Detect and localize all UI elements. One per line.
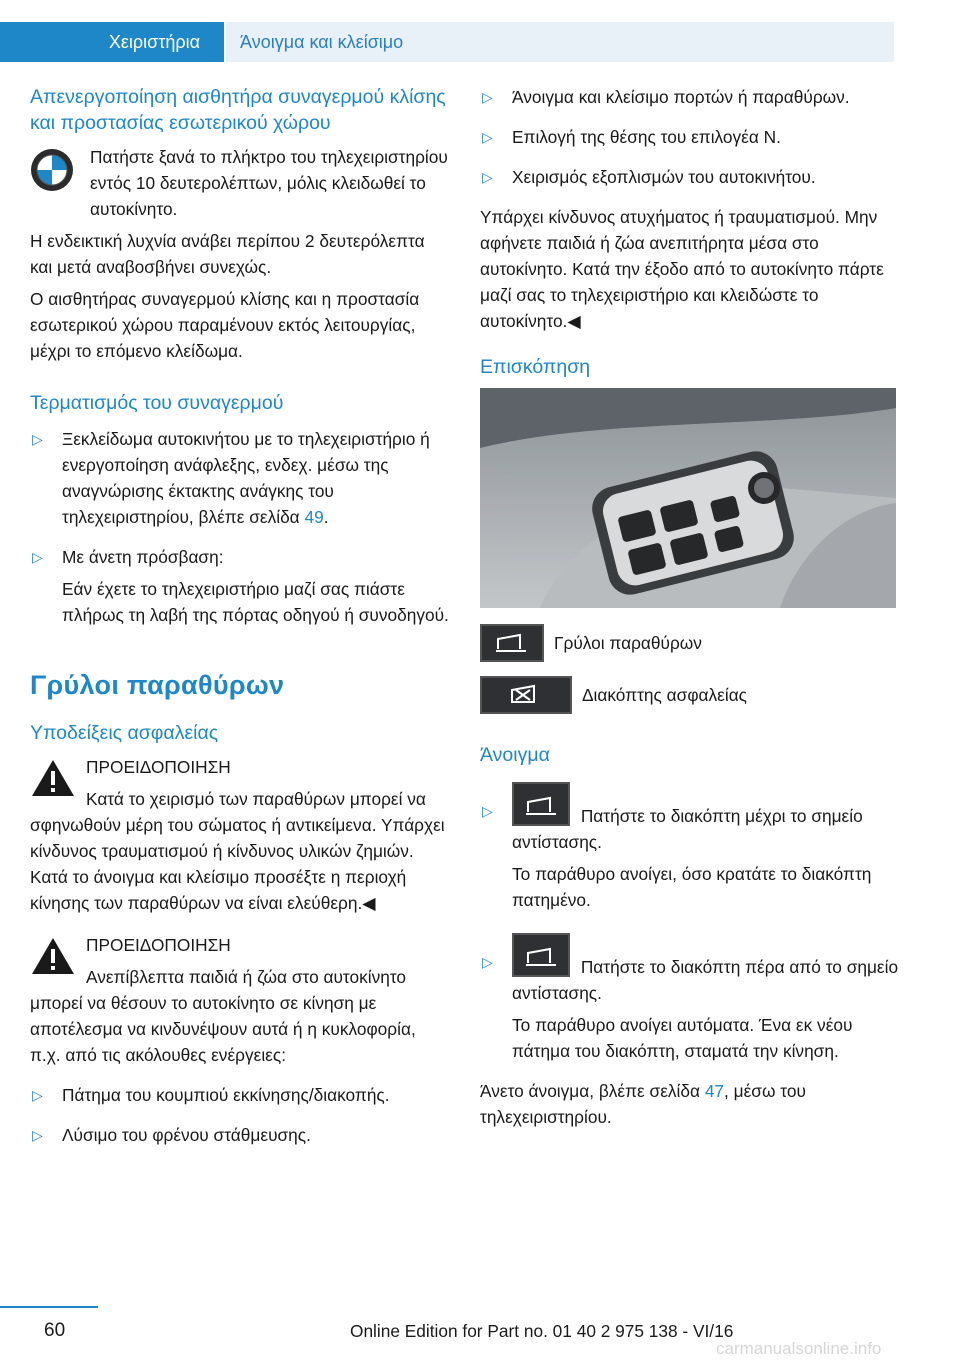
safety-switch-icon — [480, 676, 572, 714]
list-item-subtext: Το παράθυρο ανοίγει, όσο κρατάτε το διακόπτη πατημένο. — [512, 864, 872, 910]
heading-windows: Γρύλοι παραθύρων — [30, 670, 285, 700]
list-item-text: Πάτημα του κουμπιού εκκίνησης/διακοπής. — [62, 1085, 390, 1105]
window-switch-icon — [512, 782, 570, 826]
right-column: ▷ Άνοιγμα και κλείσιμο πορτών ή παραθύρων. ▷ Επιλογή της θέσης του επιλογέα N. ▷ Χειρισμός εξοπλισμών του αυτοκινήτου. Υπάρχει κίνδυνος ατυχήματος ή τραυματισμού. Μην αφήνετε παιδιά ή ζώα ανεπιτήρητα μέσα στο αυτοκίνητο. Κατά την έξοδο από το αυτοκίνητο πάρτε μαζί σας το τηλεχειριστήριο και κλειδώστε το αυτοκίνητο.◀ Επισκόπηση Γρύλοι παραθύρων Διακόπτης ασφαλείας Άνοιγμα ▷ Πατήστε το διακόπτη μέχρι το σημείο αντίστασης. Το παράθυρο ανοίγει, όσο κρατάτε το διακόπτη πατημένο. ▷ Πατήστε το διακόπτη πέρα από το σημείο αντίστασης. Το παράθυρο ανοίγει αυτόματα. Ένα εκ νέου πάτημα του διακόπτη, σταματά την κίνηση. Άνετο άνοιγμα, βλέπε σελίδα 47, μέσω του τηλεχειριστηρίου. — [480, 84, 900, 1136]
paragraph-risk: Υπάρχει κίνδυνος ατυχήματος ή τραυματισμού. Μην αφήνετε παιδιά ή ζώα ανεπιτήρητα μέσα στο αυτοκίνητο. Κατά την έξοδο από το αυτοκίνητο πάρτε μαζί σας το τηλεχειριστήριο και κλειδώστε το αυτοκίνητο.◀ — [480, 207, 884, 331]
bullet-triangle-icon: ▷ — [32, 1127, 43, 1143]
bmw-logo-icon — [30, 148, 82, 200]
list-item — [30, 544, 450, 634]
header-bar — [0, 0, 960, 62]
heading-deactivate: Απενεργοποίηση αισθητήρα συναγερμού κλίσης και προστασίας εσωτερικού χώρου — [30, 86, 446, 134]
bullet-triangle-icon: ▷ — [482, 803, 493, 819]
page-link-47[interactable]: 47 — [704, 1081, 725, 1101]
list-item-text: Πατήστε το διακόπτη μέχρι το σημείο αντίστασης. — [512, 806, 863, 852]
legend-window-lifts — [480, 624, 900, 664]
warning-note — [30, 754, 450, 922]
bullet-triangle-icon: ▷ — [482, 89, 493, 105]
edition-text: Online Edition for Part no. 01 40 2 975 138 - VI/16 — [350, 1321, 734, 1341]
page-number: 60 — [44, 1320, 66, 1341]
footer-rule — [0, 1306, 98, 1308]
deactivate-text: Πατήστε ξανά το πλήκτρο του τηλεχειριστηρίου εντός 10 δευτερολέπτων, μόλις κλειδωθεί το αυτοκίνητο. — [90, 147, 448, 219]
bullet-triangle-icon: ▷ — [482, 954, 493, 970]
bullet-triangle-icon: ▷ — [32, 431, 43, 447]
window-switches-photo — [480, 388, 896, 608]
heading-stop-alarm: Τερματισμός του συναγερμού — [30, 392, 284, 414]
list-item-text: Πατήστε το διακόπτη πέρα από το σημείο αντίστασης. — [512, 957, 899, 1003]
warning-triangle-icon — [30, 936, 80, 982]
paragraph-lamp: Η ενδεικτική λυχνία ανάβει περίπου 2 δευτερόλεπτα και μετά αναβοσβήνει συνεχώς. — [30, 231, 425, 277]
warning-text: Ανεπίβλεπτα παιδιά ή ζώα στο αυτοκίνητο μπορεί να θέσουν το αυτοκίνητο σε κίνηση με αποτέλεσμα να κινδυνέψουν αυτά ή η κυκλοφορία, π.χ. από τις ακόλουθες ενέργειες: — [30, 967, 416, 1065]
list-item — [480, 124, 900, 156]
list-item-subtext: Το παράθυρο ανοίγει αυτόματα. Ένα εκ νέου πάτημα του διακόπτη, σταματά την κίνηση. — [512, 1015, 853, 1061]
warning-note — [30, 932, 450, 1074]
page-link-49[interactable]: 49 — [304, 507, 324, 527]
list-item — [30, 1082, 450, 1114]
left-column — [30, 84, 450, 1162]
bullet-triangle-icon: ▷ — [32, 1087, 43, 1103]
list-item-text: Με άνετη πρόσβαση: — [62, 547, 224, 567]
watermark: carmanualsonline.info — [716, 1339, 882, 1358]
list-item-text: Άνοιγμα και κλείσιμο πορτών ή παραθύρων. — [512, 87, 850, 107]
list-item — [480, 164, 900, 196]
legend-label: Διακόπτης ασφαλείας — [582, 685, 748, 705]
list-item-subtext: Εάν έχετε το τηλεχειριστήριο μαζί σας πιάστε πλήρως τη λαβή της πόρτας οδηγού ή συνοδηγού. — [62, 579, 449, 625]
list-item-text: Επιλογή της θέσης του επιλογέα N. — [512, 127, 781, 147]
window-switch-icon — [512, 933, 570, 977]
bullet-triangle-icon: ▷ — [482, 169, 493, 185]
list-item-text: Χειρισμός εξοπλισμών του αυτοκινήτου. — [512, 167, 816, 187]
header-section-tab[interactable]: Χειριστήρια — [0, 22, 224, 62]
paragraph-sensor: Ο αισθητήρας συναγερμού κλίσης και η προστασία εσωτερικού χώρου παραμένουν εκτός λειτουργίας, μέχρι το επόμενο κλείδωμα. — [30, 289, 420, 361]
list-item — [480, 84, 900, 116]
list-item — [480, 933, 900, 1070]
legend-safety-switch — [480, 676, 900, 716]
list-item — [480, 782, 900, 919]
list-item: ▷ Ξεκλείδωμα αυτοκινήτου με το τηλεχειριστήριο ή ενεργοποίηση ανάφλεξης, ενδεχ. μέσω της αναγνώρισης έκτακτης ανάγκης του τηλεχειριστηρίου, βλέπε σελίδα 49. — [30, 426, 450, 536]
warning-title: ΠΡΟΕΙΔΟΠΟΙΗΣΗ — [86, 757, 231, 777]
warning-triangle-icon — [30, 758, 80, 804]
warning-title: ΠΡΟΕΙΔΟΠΟΙΗΣΗ — [86, 935, 231, 955]
warning-text: Κατά το χειρισμό των παραθύρων μπορεί να σφηνωθούν μέρη του σώματος ή αντικείμενα. Υπάρχει κίνδυνος τραυματισμού ή κίνδυνος υλικών ζημιών. Κατά το άνοιγμα και κλείσιμο προσέξτε η περιοχή κίνησης των παραθύρων να είναι ελεύθερη.◀ — [30, 789, 445, 913]
heading-open: Άνοιγμα — [480, 744, 550, 766]
list-item-text: Ξεκλείδωμα αυτοκινήτου με το τηλεχειριστήριο ή ενεργοποίηση ανάφλεξης, ενδεχ. μέσω της αναγνώρισης έκτακτης ανάγκης του τηλεχειριστηρίου, βλέπε σελίδα — [62, 429, 430, 527]
window-switch-icon — [480, 624, 544, 662]
heading-safety: Υποδείξεις ασφαλείας — [30, 722, 219, 744]
heading-overview: Επισκόπηση — [480, 356, 591, 378]
header-chapter-tab[interactable]: Άνοιγμα και κλείσιμο — [226, 22, 894, 62]
bullet-triangle-icon: ▷ — [482, 129, 493, 145]
legend-label: Γρύλοι παραθύρων — [554, 633, 702, 653]
bullet-triangle-icon: ▷ — [32, 549, 43, 565]
list-item — [30, 1122, 450, 1154]
note-deactivate — [30, 144, 450, 222]
list-item-text: Λύσιμο του φρένου στάθμευσης. — [62, 1125, 311, 1145]
paragraph-comfort: Άνετο άνοιγμα, βλέπε σελίδα — [480, 1081, 705, 1101]
